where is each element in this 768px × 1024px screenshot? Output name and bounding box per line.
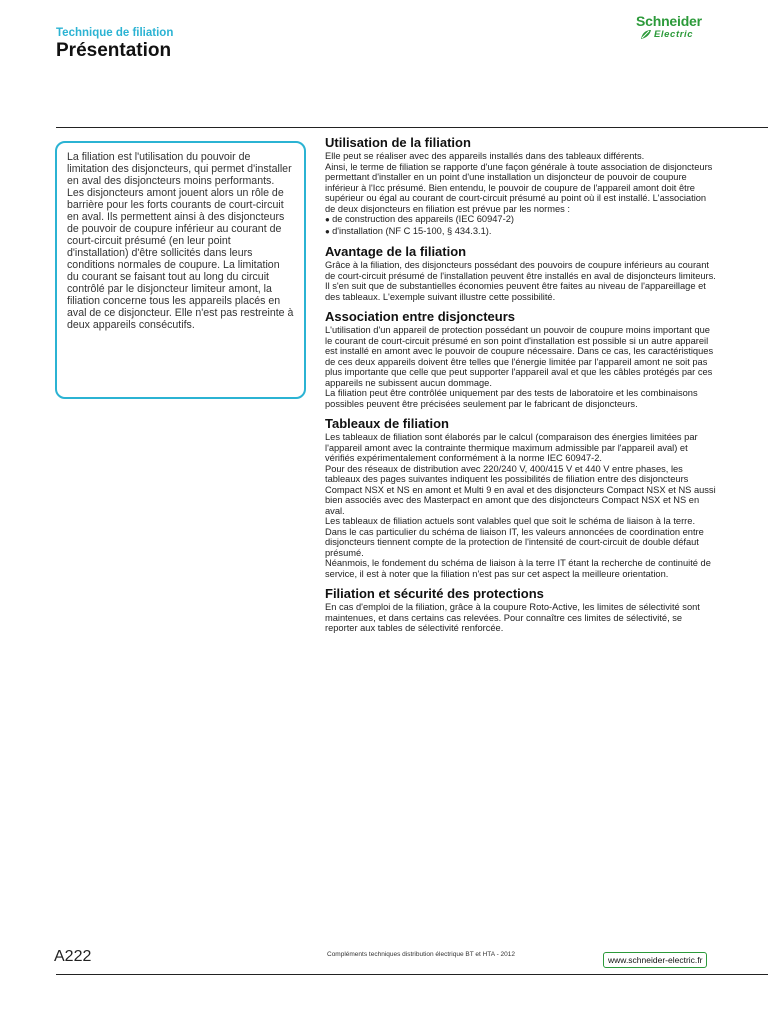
section-tableaux [325, 416, 717, 579]
section-securite [325, 586, 717, 634]
section-heading: Tableaux de filiation [325, 416, 450, 431]
section-heading: Filiation et sécurité des protections [325, 586, 544, 601]
norms-list [325, 214, 717, 237]
leaf-icon [640, 29, 652, 40]
section-utilisation [325, 135, 717, 237]
page-kicker: Technique de filiation [56, 27, 174, 39]
section-avantage [325, 244, 717, 302]
logo-wordmark: Schneider [636, 13, 702, 29]
section-body: Elle peut se réaliser avec des appareils installés dans des tableaux différents. Ainsi, le terme de filiation se rapporte d'une façon générale à toute association de disjoncteurs permettant d'installer en un point d'une installation un disjoncteur de pouvoir de coupure inférieur à l'Icc présumé. Bien entendu, le pouvoir de coupure de l'appareil amont doit être supérieur ou égal au courant de court-circuit présumé au point où il est installé. L'association de deux disjoncteurs en filiation est prévue par les normes : [325, 151, 713, 214]
schneider-logo [636, 14, 716, 44]
footer-caption: Compléments techniques distribution électrique BT et HTA - 2012 [327, 951, 515, 958]
section-body: Les tableaux de filiation sont élaborés par le calcul (comparaison des énergies limitées par l'appareil amont avec la contrainte thermique maximum admissible par l'appareil aval) et vérifiés expérimentalement conformément à la norme IEC 60947-2. Pour des réseaux de distribution avec 220/240 V, 400/415 V et 440 V entre phases, les tableaux des pages suivantes indiquent les possibilités de filiation entre des disjoncteurs Compact NSX et NS en amont et Multi 9 en aval et des disjoncteurs Compact NSX et NS aussi bien associés avec des Masterpact en amont que des disjoncteurs Compact NSX et NS en aval. Les tableaux de filiation actuels sont valables quel que soit le schéma de liaison à la terre. Dans le cas particulier du schéma de liaison IT, les valeurs annoncées de coordination entre disjoncteurs tiennent compte de la protection de l'intensité de court-circuit de double défaut présumé. Néanmois, le fondement du schéma de liaison à la terre IT étant la recherche de continuité de service, il est à noter que la filiation n'est pas sur cet aspect la meilleure orientation. [325, 432, 716, 579]
main-content [325, 135, 717, 634]
summary-box [55, 141, 306, 399]
page-number: A222 [54, 948, 92, 965]
section-body: L'utilisation d'un appareil de protection possédant un pouvoir de coupure moins important que le courant de court-circuit présumé en son point d'installation est possible si un autre appareil est installé en amont avec le pouvoir de coupure nécessaire. Dans ce cas, les caractéristiques de ces deux appareils doivent être telles que l'énergie limitée par l'appareil amont ne soit pas plus importante que celle que peut supporter l'appareil aval et que les câbles protégés par ces appareils ne subissent aucun dommage. La filiation peut être contrôlée uniquement par des tests de laboratoire et les combinaisons possibles peuvent être précisées seulement par le fabricant de disjoncteurs. [325, 325, 714, 409]
summary-text: La filiation est l'utilisation du pouvoir de limitation des disjoncteurs, qui permet d'installer en aval des disjoncteurs moins performants. Les disjoncteurs amont jouent alors un rôle de barrière pour les forts courants de court-circuit en aval. Ils permettent ainsi à des disjoncteurs de pouvoir de coupure inférieur au courant de court-circuit présumé (en leur point d'installation) d'être sollicités dans leurs conditions normales de coupure. La limitation du courant se faisant tout au long du circuit contrôlé par le disjoncteur limiteur amont, la filiation concerne tous les appareils placés en aval de ce disjoncteur. Elle n'est pas restreinte à deux appareils consécutifs. [67, 151, 294, 331]
section-heading: Utilisation de la filiation [325, 135, 471, 150]
section-heading: Association entre disjoncteurs [325, 309, 515, 324]
section-heading: Avantage de la filiation [325, 244, 467, 259]
page-title: Présentation [56, 40, 172, 61]
list-item: ● de construction des appareils (IEC 60947-2) [325, 214, 717, 226]
list-item: ● d'installation (NF C 15-100, § 434.3.1). [325, 226, 717, 238]
website-link[interactable]: www.schneider-electric.fr [603, 952, 707, 968]
section-body: En cas d'emploi de la filiation, grâce à la coupure Roto-Active, les limites de sélectivité sont maintenues, et dans certains cas relevées. Pour connaître ces limites de sélectivité, se reporter aux tables de sélectivité renforcée. [325, 602, 700, 633]
section-body: Grâce à la filiation, des disjoncteurs possédant des pouvoirs de coupure inférieurs au courant de court-circuit présumé de l'installation peuvent être installés en aval de disjoncteurs limiteurs. Il s'en suit que de substantielles économies peuvent être faites au niveau de l'appareillage et des tableaux. L'exemple suivant illustre cette possibilité. [325, 260, 716, 302]
logo-subword: Electric [654, 29, 694, 40]
header-divider [56, 127, 768, 128]
footer-divider [56, 974, 768, 975]
section-association [325, 309, 717, 409]
